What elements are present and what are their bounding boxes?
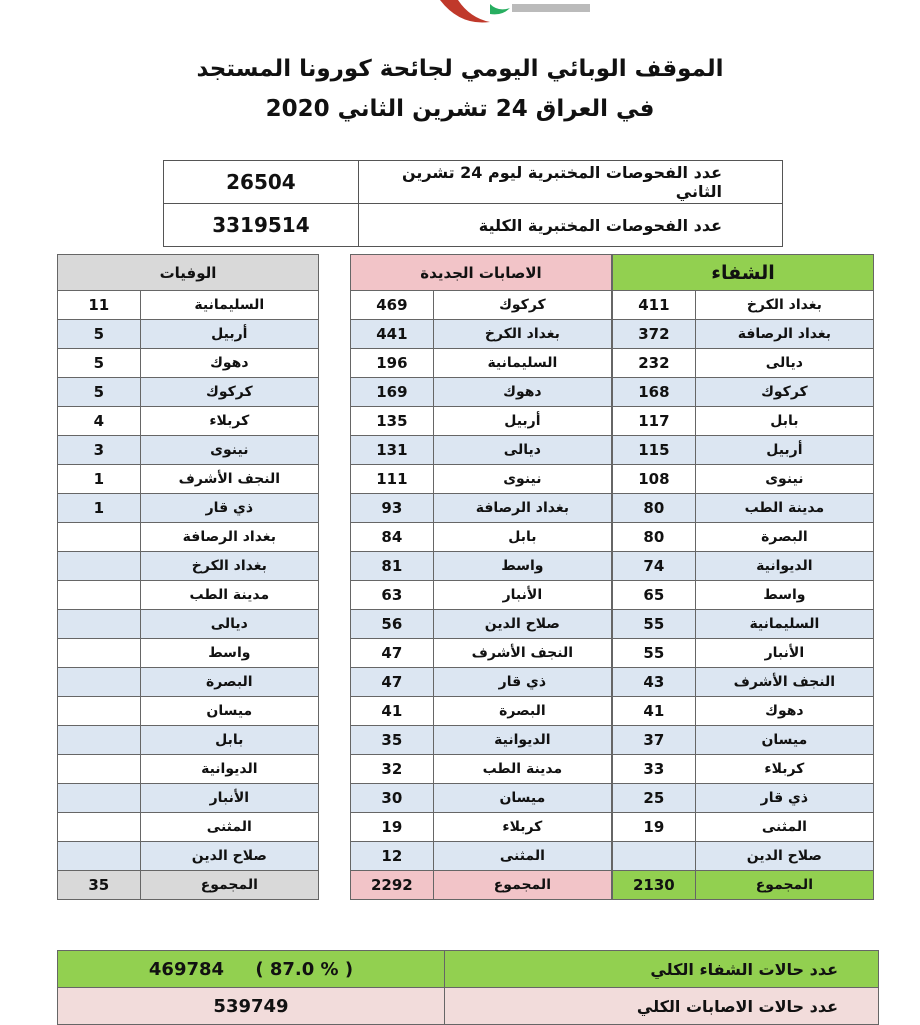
recovery-total-row — [613, 871, 874, 900]
recovery-row — [613, 523, 874, 552]
new-cases-governorate: السليمانية — [433, 349, 611, 378]
recovery-count — [613, 842, 696, 871]
recovery-governorate: البصرة — [695, 523, 873, 552]
recovery-count: 19 — [613, 813, 696, 842]
new-cases-governorate: واسط — [433, 552, 611, 581]
recovery-row — [613, 668, 874, 697]
recovery-count: 55 — [613, 639, 696, 668]
new-cases-count: 169 — [351, 378, 434, 407]
logo-green-swoosh — [490, 4, 510, 14]
recovery-count: 80 — [613, 523, 696, 552]
recovery-row — [613, 552, 874, 581]
recovery-table — [612, 254, 874, 900]
recovery-count: 168 — [613, 378, 696, 407]
recovery-count: 80 — [613, 494, 696, 523]
total-infected-label: عدد حالات الاصابات الكلي — [445, 988, 879, 1025]
deaths-count: 11 — [58, 291, 141, 320]
new-cases-governorate: الديوانية — [433, 726, 611, 755]
deaths-governorate: أربيل — [140, 320, 318, 349]
deaths-count — [58, 726, 141, 755]
total-tests-label: عدد الفحوصات المختبرية الكلية — [358, 204, 782, 247]
recovery-count: 33 — [613, 755, 696, 784]
recovery-count: 37 — [613, 726, 696, 755]
new-cases-row — [351, 320, 612, 349]
recovery-row — [613, 465, 874, 494]
deaths-count: 1 — [58, 494, 141, 523]
deaths-row — [58, 552, 319, 581]
new-cases-governorate: كركوك — [433, 291, 611, 320]
deaths-row — [58, 291, 319, 320]
new-cases-row — [351, 291, 612, 320]
deaths-table — [57, 254, 319, 900]
new-cases-count: 93 — [351, 494, 434, 523]
recovery-governorate: دهوك — [695, 697, 873, 726]
recovery-row — [613, 784, 874, 813]
new-cases-count: 469 — [351, 291, 434, 320]
deaths-count — [58, 581, 141, 610]
deaths-governorate: مدينة الطب — [140, 581, 318, 610]
deaths-row — [58, 349, 319, 378]
deaths-row — [58, 668, 319, 697]
deaths-row — [58, 494, 319, 523]
new-cases-row — [351, 523, 612, 552]
deaths-row — [58, 465, 319, 494]
recovery-count: 232 — [613, 349, 696, 378]
new-cases-count: 196 — [351, 349, 434, 378]
deaths-governorate: نينوى — [140, 436, 318, 465]
deaths-row — [58, 407, 319, 436]
recovery-governorate: ذي قار — [695, 784, 873, 813]
recovery-governorate: النجف الأشرف — [695, 668, 873, 697]
recovery-header-row — [613, 255, 874, 291]
deaths-count — [58, 755, 141, 784]
total-infected-value: 539749 — [58, 988, 445, 1025]
new-cases-count: 135 — [351, 407, 434, 436]
page-title-line1: الموقف الوبائي اليومي لجائحة كورونا المستجد — [196, 56, 724, 82]
new-cases-governorate: ذي قار — [433, 668, 611, 697]
new-cases-governorate: البصرة — [433, 697, 611, 726]
new-cases-row — [351, 378, 612, 407]
deaths-row — [58, 436, 319, 465]
deaths-governorate: ميسان — [140, 697, 318, 726]
recovery-row — [613, 291, 874, 320]
recovery-row — [613, 813, 874, 842]
deaths-governorate: الأنبار — [140, 784, 318, 813]
recovery-row — [613, 639, 874, 668]
recovery-row — [613, 842, 874, 871]
new-cases-row — [351, 784, 612, 813]
recovery-count: 41 — [613, 697, 696, 726]
new-cases-table — [350, 254, 612, 900]
deaths-governorate: كركوك — [140, 378, 318, 407]
recovery-governorate: بابل — [695, 407, 873, 436]
new-cases-count: 30 — [351, 784, 434, 813]
daily-tests-label: عدد الفحوصات المختبرية ليوم 24 تشرين الثاني — [358, 161, 782, 204]
recovery-governorate: مدينة الطب — [695, 494, 873, 523]
recovery-total-value: 2130 — [613, 871, 696, 900]
deaths-count — [58, 668, 141, 697]
recovery-governorate: نينوى — [695, 465, 873, 494]
recovery-row — [613, 755, 874, 784]
deaths-row — [58, 842, 319, 871]
recovery-governorate: كركوك — [695, 378, 873, 407]
new-cases-count: 63 — [351, 581, 434, 610]
daily-tests-value: 26504 — [164, 161, 359, 204]
deaths-governorate: ديالى — [140, 610, 318, 639]
new-cases-total-label: المجموع — [433, 871, 611, 900]
new-cases-row — [351, 697, 612, 726]
lab-tests-table — [163, 160, 783, 247]
deaths-governorate: بغداد الرصافة — [140, 523, 318, 552]
total-infected-row — [58, 988, 879, 1025]
ministry-logo — [420, 0, 600, 28]
deaths-governorate: بابل — [140, 726, 318, 755]
deaths-header: الوفيات — [58, 255, 319, 291]
deaths-count: 5 — [58, 349, 141, 378]
new-cases-governorate: بغداد الرصافة — [433, 494, 611, 523]
deaths-row — [58, 813, 319, 842]
deaths-governorate: المثنى — [140, 813, 318, 842]
new-cases-header-row — [351, 255, 612, 291]
deaths-total-row — [58, 871, 319, 900]
page-title-line2: في العراق 24 تشرين الثاني 2020 — [265, 96, 655, 122]
total-recovered-label: عدد حالات الشفاء الكلي — [445, 951, 879, 988]
new-cases-count: 47 — [351, 668, 434, 697]
recovery-count: 65 — [613, 581, 696, 610]
new-cases-total-row — [351, 871, 612, 900]
recovery-count: 411 — [613, 291, 696, 320]
recovery-header: الشفاء — [613, 255, 874, 291]
new-cases-count: 441 — [351, 320, 434, 349]
recovery-row — [613, 581, 874, 610]
deaths-governorate: كربلاء — [140, 407, 318, 436]
new-cases-row — [351, 610, 612, 639]
deaths-row — [58, 320, 319, 349]
new-cases-governorate: مدينة الطب — [433, 755, 611, 784]
recovery-count: 108 — [613, 465, 696, 494]
new-cases-row — [351, 494, 612, 523]
deaths-total-label: المجموع — [140, 871, 318, 900]
new-cases-governorate: كربلاء — [433, 813, 611, 842]
total-recovered-cell — [58, 951, 445, 988]
deaths-row — [58, 639, 319, 668]
recovery-count: 117 — [613, 407, 696, 436]
deaths-count — [58, 784, 141, 813]
recovery-governorate: أربيل — [695, 436, 873, 465]
new-cases-count: 19 — [351, 813, 434, 842]
recovery-row — [613, 378, 874, 407]
deaths-row — [58, 581, 319, 610]
new-cases-governorate: صلاح الدين — [433, 610, 611, 639]
recovery-governorate: بغداد الرصافة — [695, 320, 873, 349]
deaths-header-row — [58, 255, 319, 291]
deaths-count: 3 — [58, 436, 141, 465]
new-cases-row — [351, 842, 612, 871]
new-cases-governorate: بابل — [433, 523, 611, 552]
deaths-count — [58, 552, 141, 581]
total-recovered-percent: ( 87.0 % ) — [255, 958, 354, 980]
deaths-count: 4 — [58, 407, 141, 436]
deaths-count: 5 — [58, 320, 141, 349]
new-cases-governorate: النجف الأشرف — [433, 639, 611, 668]
recovery-row — [613, 610, 874, 639]
logo-text-block — [512, 4, 590, 12]
new-cases-governorate: أربيل — [433, 407, 611, 436]
new-cases-row — [351, 639, 612, 668]
deaths-count: 1 — [58, 465, 141, 494]
new-cases-count: 41 — [351, 697, 434, 726]
new-cases-count: 81 — [351, 552, 434, 581]
deaths-governorate: النجف الأشرف — [140, 465, 318, 494]
new-cases-governorate: ديالى — [433, 436, 611, 465]
new-cases-governorate: نينوى — [433, 465, 611, 494]
new-cases-row — [351, 755, 612, 784]
recovery-total-label: المجموع — [695, 871, 873, 900]
deaths-row — [58, 610, 319, 639]
deaths-row — [58, 523, 319, 552]
deaths-governorate: السليمانية — [140, 291, 318, 320]
deaths-count — [58, 842, 141, 871]
deaths-row — [58, 378, 319, 407]
deaths-count — [58, 639, 141, 668]
total-tests-value: 3319514 — [164, 204, 359, 247]
recovery-governorate: المثنى — [695, 813, 873, 842]
new-cases-row — [351, 726, 612, 755]
recovery-row — [613, 407, 874, 436]
recovery-row — [613, 320, 874, 349]
deaths-row — [58, 755, 319, 784]
recovery-governorate: واسط — [695, 581, 873, 610]
new-cases-row — [351, 349, 612, 378]
recovery-governorate: صلاح الدين — [695, 842, 873, 871]
total-tests-row — [164, 204, 783, 247]
new-cases-governorate: المثنى — [433, 842, 611, 871]
recovery-governorate: السليمانية — [695, 610, 873, 639]
new-cases-row — [351, 581, 612, 610]
deaths-row — [58, 784, 319, 813]
new-cases-count: 32 — [351, 755, 434, 784]
logo-red-swoosh — [440, 0, 490, 23]
new-cases-row — [351, 813, 612, 842]
new-cases-count: 47 — [351, 639, 434, 668]
recovery-count: 115 — [613, 436, 696, 465]
new-cases-governorate: بغداد الكرخ — [433, 320, 611, 349]
deaths-governorate: الديوانية — [140, 755, 318, 784]
recovery-governorate: ميسان — [695, 726, 873, 755]
new-cases-governorate: ميسان — [433, 784, 611, 813]
deaths-governorate: صلاح الدين — [140, 842, 318, 871]
new-cases-row — [351, 407, 612, 436]
recovery-governorate: بغداد الكرخ — [695, 291, 873, 320]
recovery-row — [613, 349, 874, 378]
new-cases-count: 35 — [351, 726, 434, 755]
recovery-governorate: الأنبار — [695, 639, 873, 668]
new-cases-count: 12 — [351, 842, 434, 871]
new-cases-count: 111 — [351, 465, 434, 494]
new-cases-count: 56 — [351, 610, 434, 639]
deaths-total-value: 35 — [58, 871, 141, 900]
recovery-count: 25 — [613, 784, 696, 813]
recovery-row — [613, 494, 874, 523]
new-cases-total-value: 2292 — [351, 871, 434, 900]
summary-table — [57, 950, 879, 1025]
deaths-count — [58, 697, 141, 726]
recovery-row — [613, 436, 874, 465]
deaths-governorate: واسط — [140, 639, 318, 668]
total-recovered-row — [58, 951, 879, 988]
recovery-row — [613, 697, 874, 726]
deaths-governorate: ذي قار — [140, 494, 318, 523]
deaths-count — [58, 523, 141, 552]
deaths-row — [58, 726, 319, 755]
new-cases-row — [351, 465, 612, 494]
daily-tests-row — [164, 161, 783, 204]
recovery-count: 43 — [613, 668, 696, 697]
deaths-count — [58, 813, 141, 842]
recovery-governorate: كربلاء — [695, 755, 873, 784]
deaths-governorate: دهوك — [140, 349, 318, 378]
deaths-governorate: البصرة — [140, 668, 318, 697]
deaths-governorate: بغداد الكرخ — [140, 552, 318, 581]
recovery-row — [613, 726, 874, 755]
recovery-governorate: الديوانية — [695, 552, 873, 581]
recovery-count: 372 — [613, 320, 696, 349]
new-cases-governorate: دهوك — [433, 378, 611, 407]
deaths-count — [58, 610, 141, 639]
deaths-count: 5 — [58, 378, 141, 407]
new-cases-governorate: الأنبار — [433, 581, 611, 610]
new-cases-header: الاصابات الجديدة — [351, 255, 612, 291]
new-cases-row — [351, 552, 612, 581]
new-cases-count: 84 — [351, 523, 434, 552]
total-recovered-value: 469784 — [148, 958, 225, 980]
recovery-count: 55 — [613, 610, 696, 639]
new-cases-row — [351, 436, 612, 465]
recovery-count: 74 — [613, 552, 696, 581]
new-cases-count: 131 — [351, 436, 434, 465]
recovery-governorate: ديالى — [695, 349, 873, 378]
deaths-row — [58, 697, 319, 726]
new-cases-row — [351, 668, 612, 697]
